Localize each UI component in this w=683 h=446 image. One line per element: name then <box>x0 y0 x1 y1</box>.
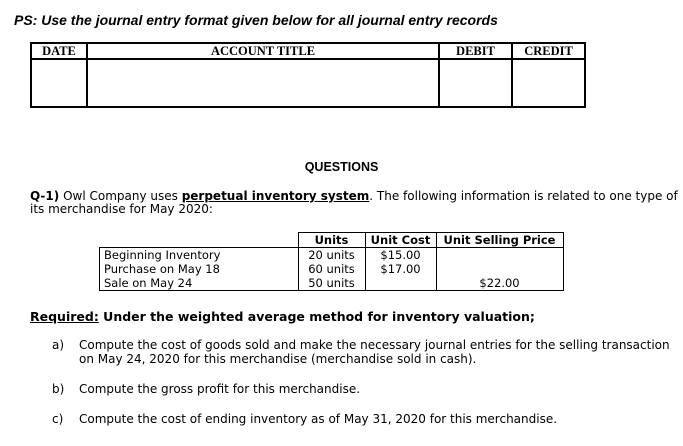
question-1-emphasis: perpetual inventory system <box>181 189 370 203</box>
inventory-row-label: Purchase on May 18 <box>100 262 299 276</box>
item-text: Compute the cost of ending inventory as of May 31, 2020 for this merchandise. <box>79 412 558 426</box>
inventory-row-selling-price <box>436 262 563 276</box>
question-1-text-after: . The following information is related to one type of its merchandise for May 2020: <box>30 189 678 216</box>
inventory-row <box>100 248 564 263</box>
inventory-header-units: Units <box>298 233 365 248</box>
inventory-row-selling-price <box>436 248 563 263</box>
journal-entry-table <box>30 42 586 108</box>
journal-cell-credit <box>512 59 585 107</box>
item-text: Compute the cost of goods sold and make the necessary journal entries for the selling transaction on May 24, 2020 for this merchandise (merchandise sold in cash). <box>79 338 670 366</box>
inventory-row <box>100 262 564 276</box>
journal-header-account-title: ACCOUNT TITLE <box>87 43 439 59</box>
journal-cell-date <box>31 59 87 107</box>
journal-header-debit: DEBIT <box>439 43 512 59</box>
required-line <box>30 309 535 324</box>
inventory-row-units: 20 units <box>298 248 365 263</box>
inventory-row-unit-cost: $17.00 <box>365 262 436 276</box>
required-item-a <box>52 338 680 366</box>
item-label: a) <box>52 338 65 352</box>
journal-cell-account-title <box>87 59 439 107</box>
instruction-note: PS: Use the journal entry format given below for all journal entry records <box>14 12 498 28</box>
inventory-row-unit-cost <box>365 276 436 291</box>
question-1 <box>30 190 680 216</box>
item-text: Compute the gross profit for this merchandise. <box>79 382 361 396</box>
inventory-row-units: 60 units <box>298 262 365 276</box>
inventory-row-label: Beginning Inventory <box>100 248 299 263</box>
inventory-row <box>100 276 564 291</box>
item-label: b) <box>52 382 65 396</box>
journal-header-date: DATE <box>31 43 87 59</box>
required-text: Under the weighted average method for inventory valuation; <box>98 309 535 324</box>
inventory-header-unit-cost: Unit Cost <box>365 233 436 248</box>
inventory-header-selling-price: Unit Selling Price <box>436 233 563 248</box>
question-1-text-before: Owl Company uses <box>59 189 182 203</box>
inventory-header-blank <box>100 233 299 248</box>
question-1-label: Q-1) <box>30 189 60 203</box>
inventory-row-label: Sale on May 24 <box>100 276 299 291</box>
questions-title: QUESTIONS <box>304 160 379 174</box>
journal-header-credit: CREDIT <box>512 43 585 59</box>
journal-entry-row <box>31 59 585 107</box>
journal-cell-debit <box>439 59 512 107</box>
inventory-row-units: 50 units <box>298 276 365 291</box>
required-item-c <box>52 412 680 426</box>
required-label: Required: <box>30 309 99 324</box>
inventory-table <box>99 232 564 291</box>
required-item-b <box>52 382 680 396</box>
inventory-row-unit-cost: $15.00 <box>365 248 436 263</box>
journal-header-row <box>31 43 585 59</box>
inventory-header-row <box>100 233 564 248</box>
item-label: c) <box>52 412 64 426</box>
inventory-row-selling-price: $22.00 <box>436 276 563 291</box>
